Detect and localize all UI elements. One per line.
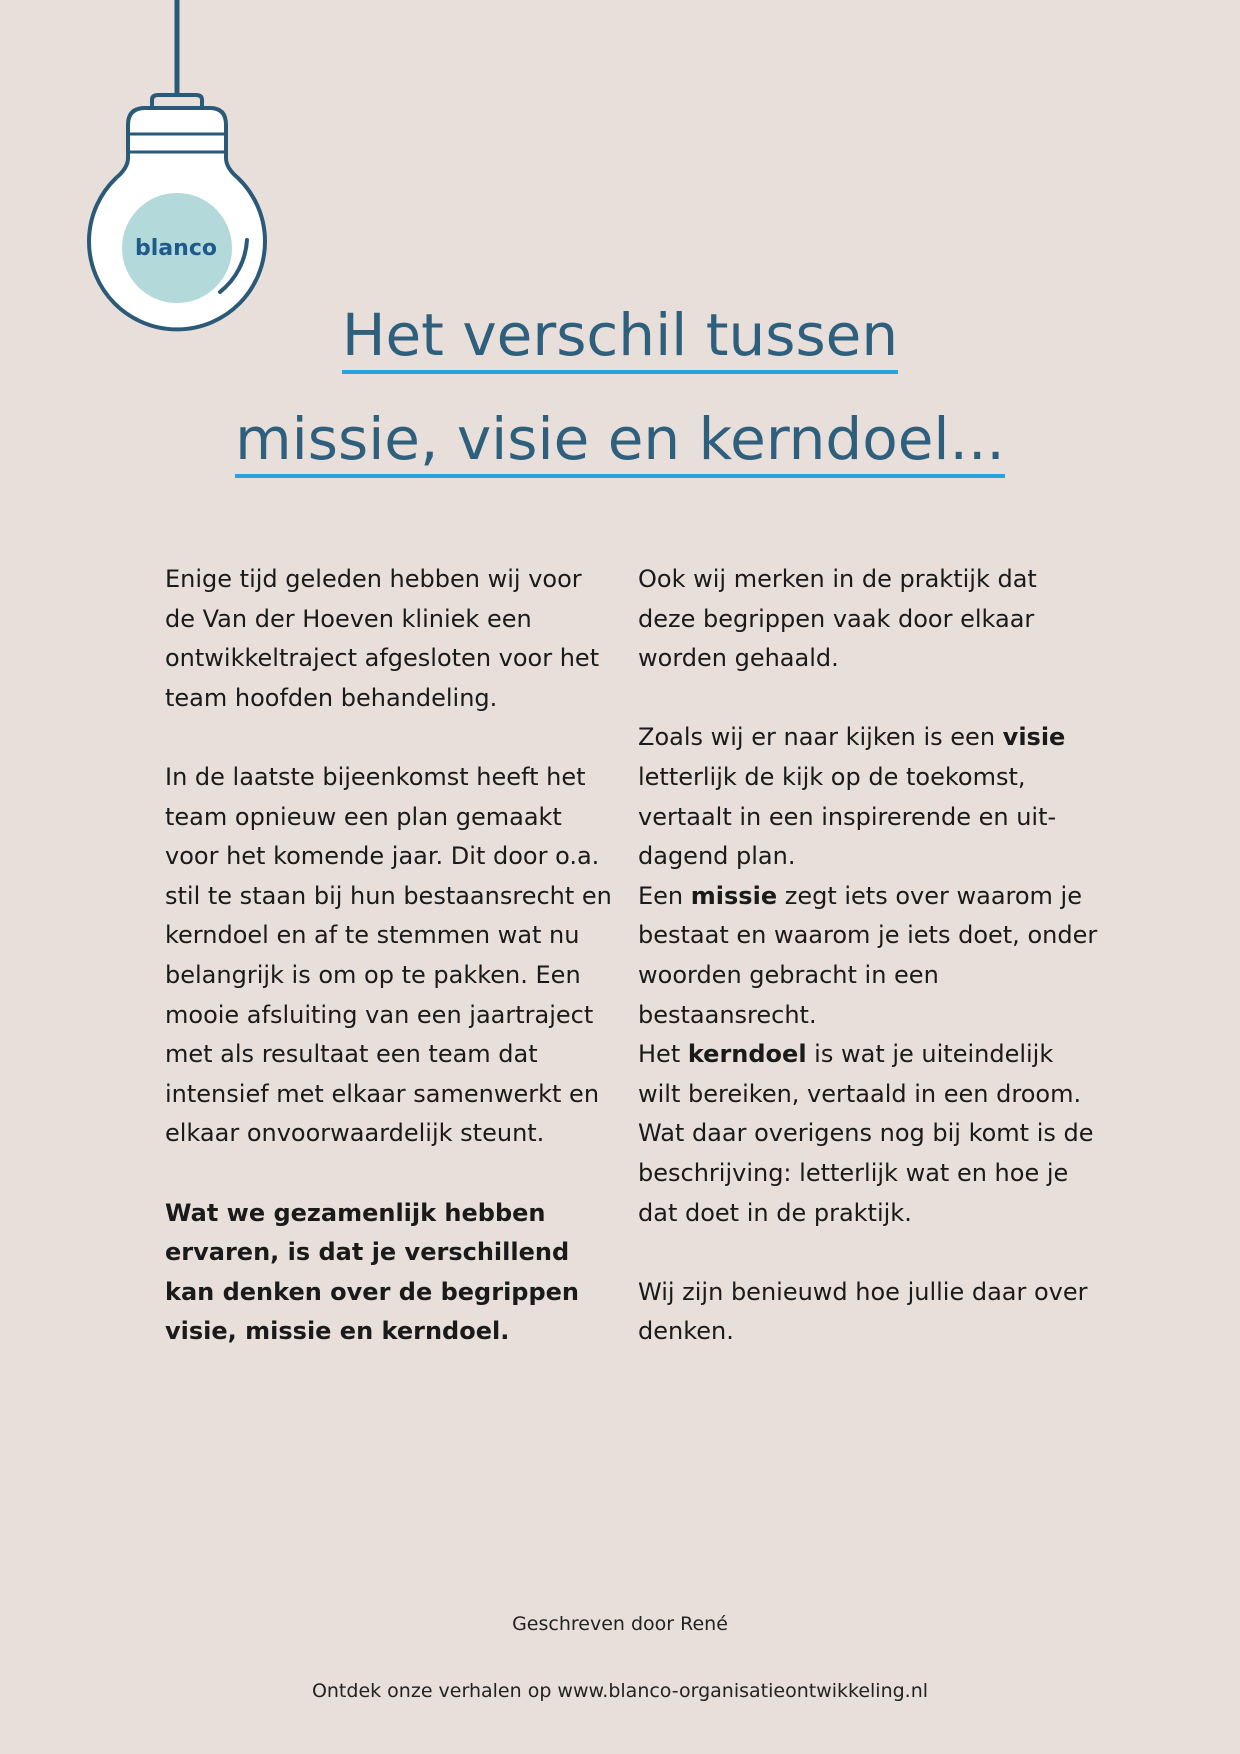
footer-website-line[interactable]: Ontdek onze verhalen op www.blanco-organisatieontwikkeling.nl [311,1680,929,1702]
left-column [165,560,615,1391]
kerndoel-pre: Het [638,1040,688,1069]
kerndoel-paragraph [638,1035,1098,1114]
missie-paragraph [638,877,1098,1035]
kerndoel-post: is wat je uiteindelijk wilt bereiken, vertaald in een droom. [638,1040,1082,1108]
missie-post: zegt iets over waarom je bestaat en waarom je iets doet, onder woorden gebracht in een bestaansrecht. [638,881,1098,1029]
visie-keyword: visie [1002,723,1066,752]
left-paragraph-3: Wat we gezamenlijk hebben ervaren, is dat je verschillend kan denken over de begrippen visie, missie en kerndoel. [165,1198,580,1346]
title-line-1-text: Het verschil tussen [342,306,898,374]
page-title-line-1 [0,301,1240,374]
beschrijving-paragraph: Wat daar overigens nog bij komt is de beschrijving: letterlijk wat en hoe je dat doet in de praktijk. [638,1119,1094,1227]
right-column [638,560,1098,1391]
author-line: Geschreven door René [512,1613,728,1635]
visie-paragraph [638,718,1098,876]
kerndoel-keyword: kerndoel [687,1040,807,1069]
page-title-line-2 [0,405,1240,478]
missie-pre: Een [638,881,691,910]
closing-paragraph: Wij zijn benieuwd hoe jullie daar over denken. [638,1277,1088,1346]
left-paragraph-2: In de laatste bijeenkomst heeft het team opnieuw een plan gemaakt voor het komende jaar. Dit door o.a. stil te staan bij hun bestaansrecht en kerndoel en af te stemmen wat nu belangrijk is om op te pakken. Een mooie afsluiting van een jaartraject met als resultaat een team dat intensief met elkaar samenwerkt en elkaar onvoorwaardelijk steunt. [165,762,612,1148]
title-line-2-text: missie, visie en kerndoel... [235,410,1005,478]
lightbulb-logo [80,0,280,350]
right-paragraph-1: Ook wij merken in de praktijk dat deze begrippen vaak door elkaar worden gehaald. [638,565,1037,673]
visie-pre: Zoals wij er naar kijken is een [638,723,1003,752]
missie-keyword: missie [690,881,778,910]
logo-text: blanco [135,236,217,261]
left-paragraph-1: Enige tijd geleden hebben wij voor de Van der Hoeven kliniek een ontwikkeltraject afgesloten voor het team hoofden behandeling. [165,565,600,712]
visie-post: letterlijk de kijk op de toekomst, vertaalt in een inspirerende en uit-dagend plan. [638,762,1057,871]
